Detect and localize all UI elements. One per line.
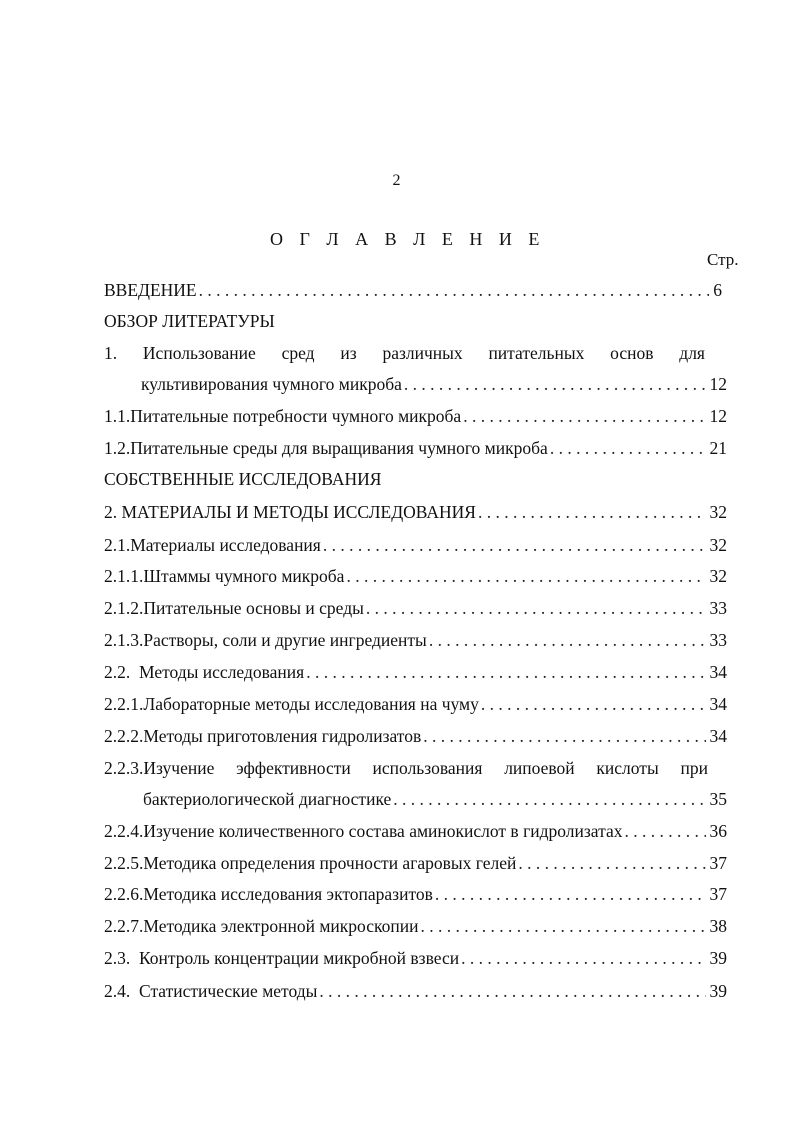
toc-entry-page: 35 (709, 789, 727, 809)
toc-entry-2-2-6 (104, 884, 727, 908)
page-column-label: Стр. (707, 250, 739, 269)
toc-entry-2-1 (104, 535, 727, 559)
toc-entry-title: 2.2.4.Изучение количественного состава аминокислот в гидролизатах (104, 821, 623, 841)
toc-entry-page: 34 (709, 662, 727, 682)
page-number: 2 (392, 172, 401, 189)
word: из (340, 343, 357, 363)
toc-entry-2-3 (104, 948, 727, 972)
toc-entry-page: 32 (709, 535, 727, 555)
toc-entry-page: 34 (709, 726, 727, 746)
toc-entry-page: 32 (709, 566, 727, 586)
toc-entry-title: 2.2. Методы исследования (104, 662, 305, 682)
toc-heading: О Г Л А В Л Е Н И Е (270, 229, 546, 249)
leader-dots (423, 726, 705, 747)
toc-entry-title: бактериологической диагностике (143, 789, 392, 809)
toc-entry-page: 37 (709, 884, 727, 904)
toc-entry-page: 33 (709, 598, 727, 618)
word: для (679, 343, 705, 363)
toc-entry-title: 2.2.2.Методы приготовления гидролизатов (104, 726, 422, 746)
leader-dots (478, 502, 706, 523)
toc-entry-title: 1.2.Питательные среды для выращивания чумного микроба (104, 438, 548, 458)
leader-dots (420, 916, 705, 937)
toc-entry-title: 2.3. Контроль концентрации микробной взвеси (104, 948, 460, 968)
word: липоевой (504, 758, 575, 778)
toc-entry-2-2-3-line1 (104, 758, 708, 779)
toc-entry-page: 12 (709, 406, 727, 426)
toc-entry-page: 12 (709, 374, 727, 394)
word: кислоты (596, 758, 659, 778)
leader-dots (346, 566, 705, 587)
toc-entry-page: 39 (709, 948, 727, 968)
toc-entry-1-1 (104, 406, 727, 430)
toc-entry-2-2-1 (104, 694, 727, 718)
word: использования (372, 758, 483, 778)
toc-entry-title: 2.2.7.Методика электронной микроскопии (104, 916, 419, 936)
toc-section-review: ОБЗОР ЛИТЕРАТУРЫ (104, 311, 275, 331)
leader-dots (306, 662, 705, 683)
word: 2.2.3.Изучение (104, 758, 215, 778)
toc-entry-title: 2.1.Материалы исследования (104, 535, 321, 555)
toc-entry-intro (104, 280, 722, 304)
toc-entry-title: культивирования чумного микроба (141, 374, 402, 394)
word: Использование (142, 343, 256, 363)
leader-dots (393, 789, 705, 810)
word: сред (281, 343, 315, 363)
toc-entry-2-2-7 (104, 916, 727, 940)
leader-dots (435, 884, 706, 905)
leader-dots (481, 694, 706, 715)
word: питательных (488, 343, 585, 363)
toc-entry-2-2-5 (104, 853, 727, 877)
leader-dots (319, 981, 705, 1002)
word: различных (382, 343, 463, 363)
toc-entry-page: 21 (709, 438, 727, 458)
toc-entry-title: 2.2.1.Лабораторные методы исследования на чуму (104, 694, 479, 714)
leader-dots (625, 821, 706, 842)
toc-entry-ch1-line2 (141, 374, 727, 398)
toc-entry-title: 1.1.Питательные потребности чумного микроба (104, 406, 462, 426)
toc-entry-page: 39 (709, 981, 727, 1001)
leader-dots (323, 535, 706, 556)
toc-entry-title: 2.1.3.Растворы, соли и другие ингредиенты (104, 630, 427, 650)
leader-dots (463, 406, 705, 427)
toc-entry-page: 32 (709, 502, 727, 522)
leader-dots (518, 853, 705, 874)
toc-entry-2-2-3-line2 (143, 789, 727, 813)
toc-entry-number: 1. (104, 343, 118, 363)
toc-entry-page: 37 (709, 853, 727, 873)
toc-entry-title: 2. МАТЕРИАЛЫ И МЕТОДЫ ИССЛЕДОВАНИЯ (104, 502, 476, 522)
leader-dots (199, 280, 710, 301)
toc-entry-title: 2.2.5.Методика определения прочности агаровых гелей (104, 853, 517, 873)
toc-entry-2-4 (104, 981, 727, 1005)
word: при (680, 758, 708, 778)
toc-entry-2-2-2 (104, 726, 727, 750)
toc-entry-2 (104, 502, 727, 526)
toc-entry-page: 38 (709, 916, 727, 936)
toc-entry-ch1-line1 (104, 343, 705, 364)
toc-entry-title: 2.4. Статистические методы (104, 981, 318, 1001)
toc-section-own: СОБСТВЕННЫЕ ИССЛЕДОВАНИЯ (104, 469, 382, 489)
toc-entry-2-1-2 (104, 598, 727, 622)
toc-entry-2-2 (104, 662, 727, 686)
toc-entry-2-1-1 (104, 566, 727, 590)
word: эффективности (236, 758, 351, 778)
leader-dots (429, 630, 706, 651)
toc-entry-2-2-4 (104, 821, 727, 845)
toc-entry-title: 2.1.2.Питательные основы и среды (104, 598, 364, 618)
toc-entry-title: 2.2.6.Методика исследования эктопаразитов (104, 884, 433, 904)
toc-entry-page: 33 (709, 630, 727, 650)
toc-entry-page: 36 (709, 821, 727, 841)
leader-dots (366, 598, 706, 619)
word: основ (610, 343, 654, 363)
toc-entry-2-1-3 (104, 630, 727, 654)
toc-entry-title: 2.1.1.Штаммы чумного микроба (104, 566, 345, 586)
toc-entry-page: 6 (713, 280, 722, 300)
leader-dots (550, 438, 706, 459)
leader-dots (461, 948, 705, 969)
leader-dots (404, 374, 706, 395)
toc-entry-title: ВВЕДЕНИЕ (104, 280, 197, 300)
toc-entry-1-2 (104, 438, 727, 462)
toc-entry-page: 34 (709, 694, 727, 714)
